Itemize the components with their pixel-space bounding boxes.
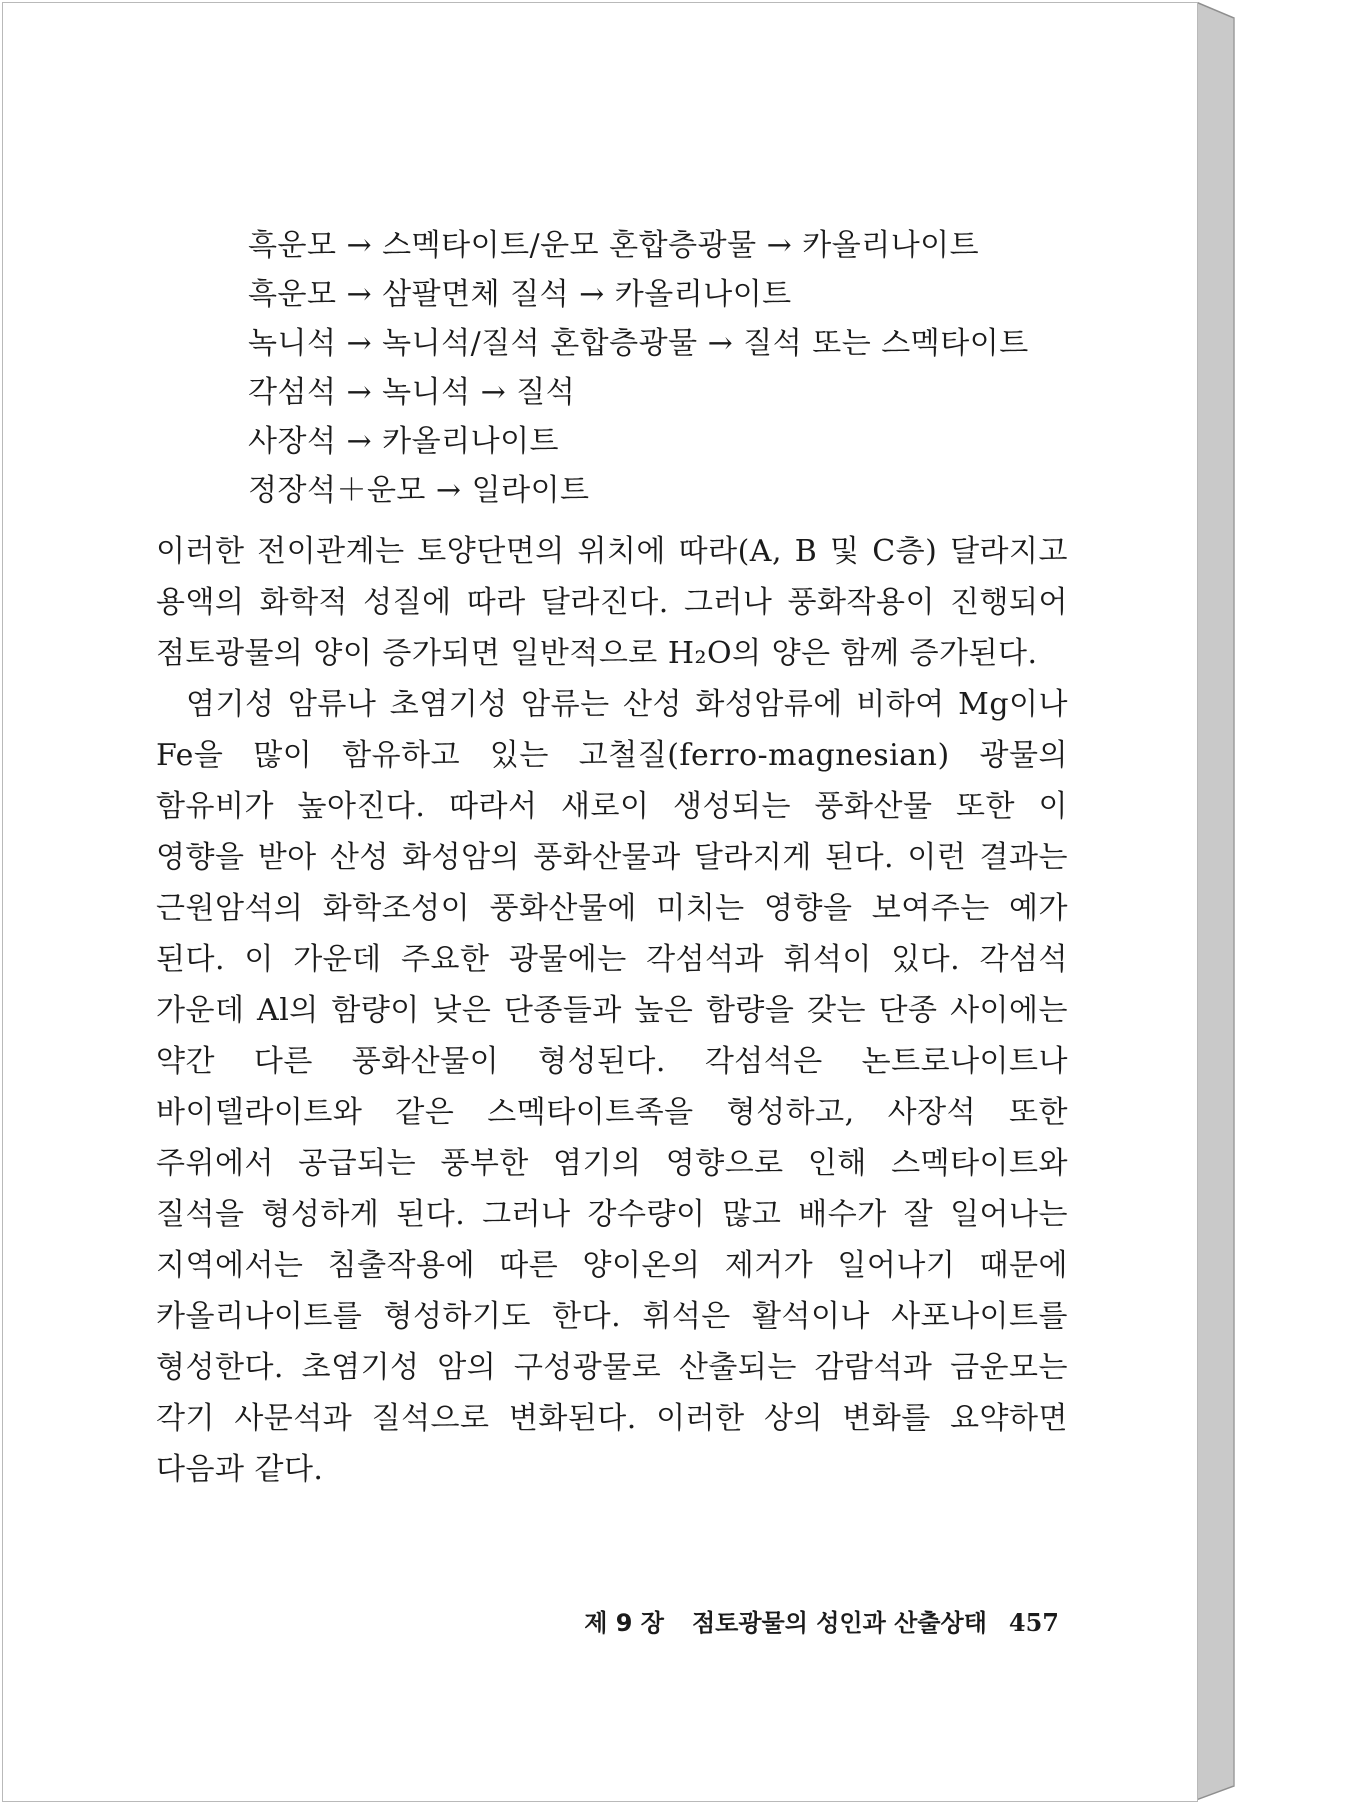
transformation-list (248, 221, 1068, 515)
transformation-item: 흑운모 → 스멕타이트/운모 혼합층광물 → 카올리나이트 (248, 228, 980, 263)
page-content (156, 221, 1068, 1495)
body-paragraph: 염기성 암류나 초염기성 암류는 산성 화성암류에 비하여 Mg이나 Fe을 많이 함유하고 있는 고철질(ferro-magnesian) 광물의 함유비가 높아진다. 따라서 새로이 생성되는 풍화산물 또한 이 영향을 받아 산성 화성암의 풍화산물과 달라지게 된다. 이런 결과는 근원암석의 화학조성이 풍화산물에 미치는 영향을 보여주는 예가 된다. 이 가운데 주요한 광물에는 각섬석과 휘석이 있다. 각섬석 가운데 Al의 함량이 낮은 단종들과 높은 함량을 갖는 단종 사이에는 약간 다른 풍화산물이 형성된다. 각섬석은 논트로나이트나 바이델라이트와 같은 스멕타이트족을 형성하고, 사장석 또한 주위에서 공급되는 풍부한 염기의 영향으로 인해 스멕타이트와 질석을 형성하게 된다. 그러나 강수량이 많고 배수가 잘 일어나는 지역에서는 침출작용에 따른 양이온의 제거가 일어나기 때문에 카올리나이트를 형성하기도 한다. 휘석은 활석이나 사포나이트를 형성한다. 초염기성 암의 구성광물로 산출되는 감람석과 금운모는 각기 사문석과 질석으로 변화된다. 이러한 상의 변화를 요약하면 다음과 같다. (156, 687, 1068, 1487)
running-footer (584, 1603, 1059, 1638)
transformation-item: 녹니석 → 녹니석/질석 혼합층광물 → 질석 또는 스멕타이트 (248, 326, 1029, 361)
transformation-item: 각섬석 → 녹니석 → 질석 (248, 375, 576, 410)
chapter-label: 제 9 장 (584, 1609, 664, 1637)
chapter-title: 점토광물의 성인과 산출상태 (691, 1609, 987, 1637)
transformation-item: 사장석 → 카올리나이트 (248, 424, 560, 459)
transformation-item: 흑운모 → 삼팔면체 질석 → 카올리나이트 (248, 277, 792, 312)
book-edge-shape (1196, 2, 1248, 1802)
transformation-item: 정장석＋운모 → 일라이트 (248, 473, 590, 508)
page-number: 457 (1008, 1608, 1059, 1637)
body-paragraph: 이러한 전이관계는 토양단면의 위치에 따라(A, B 및 C층) 달라지고 용액의 화학적 성질에 따라 달라진다. 그러나 풍화작용이 진행되어 점토광물의 양이 증가되면 일반적으로 H₂O의 양은 함께 증가된다. (156, 534, 1068, 671)
book-page-edge (1196, 2, 1248, 1802)
book-page (2, 2, 1198, 1802)
